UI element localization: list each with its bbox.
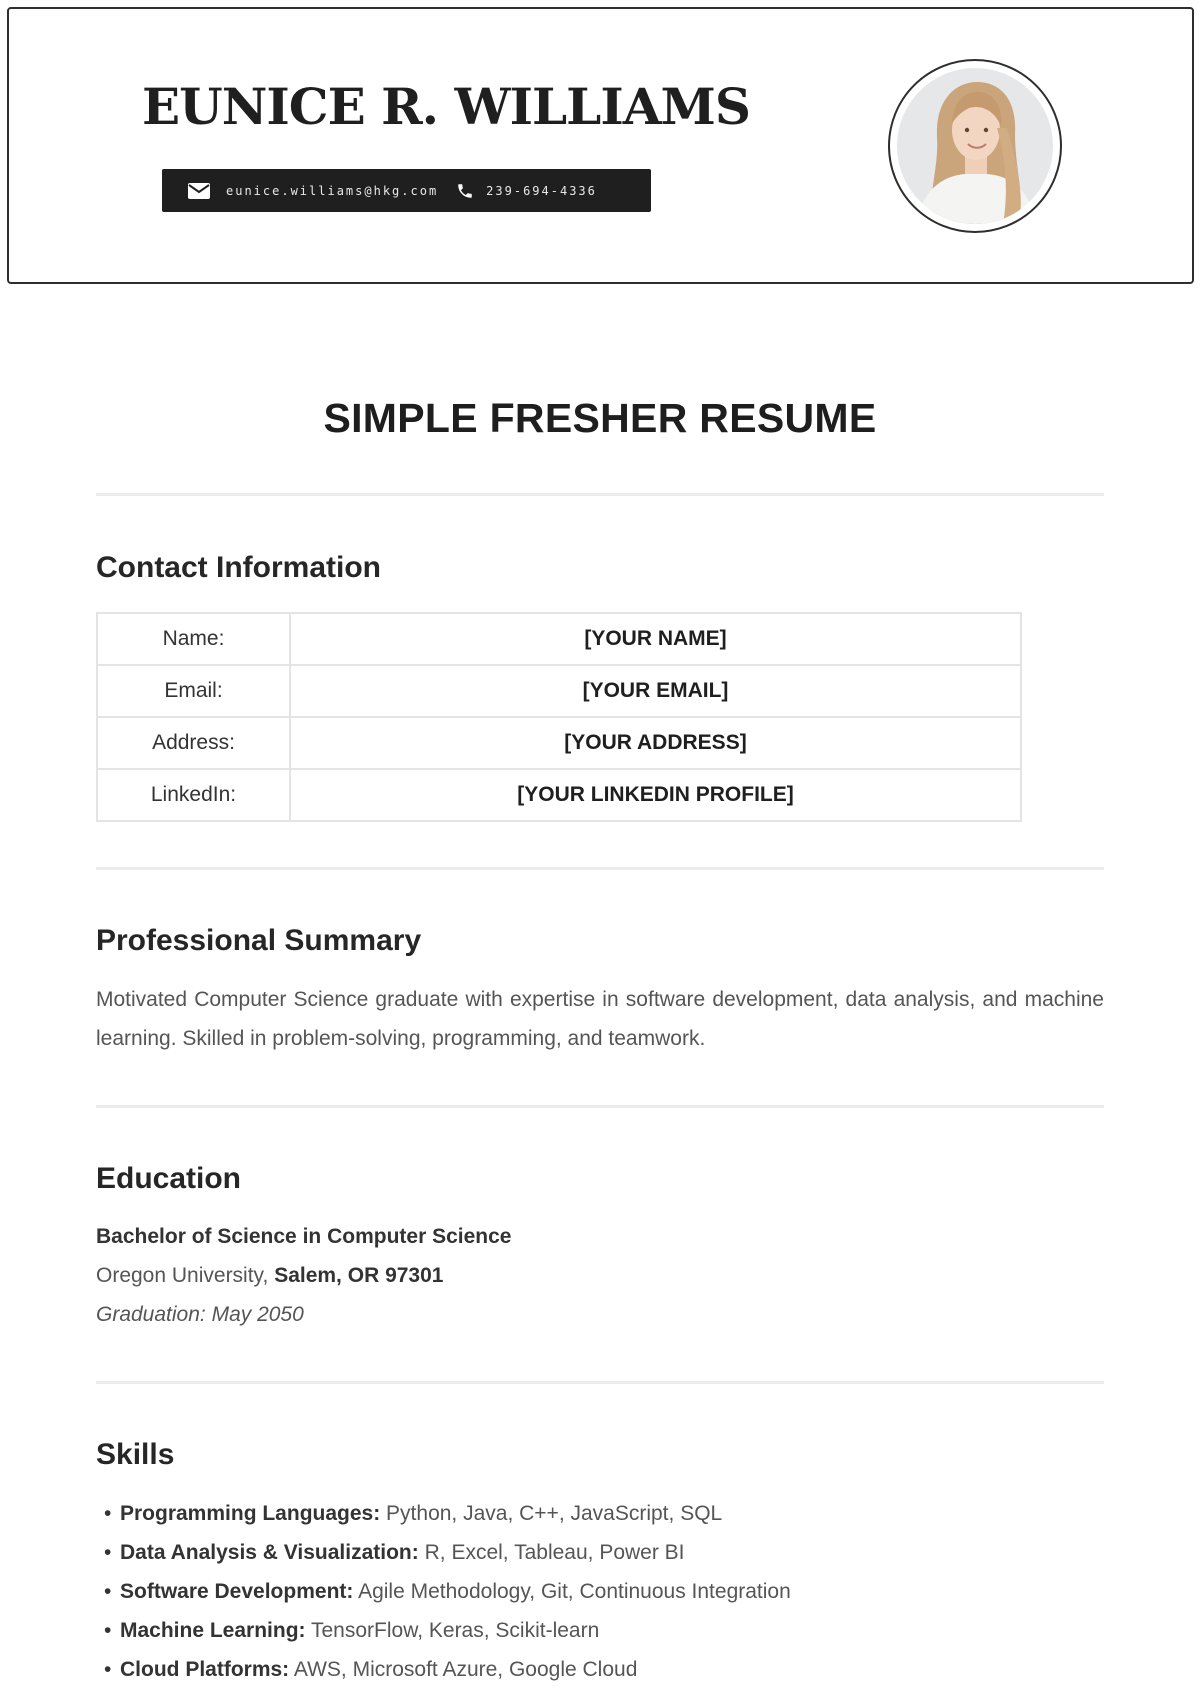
divider [96,867,1104,870]
school-location: Salem, OR 97301 [274,1264,444,1287]
phone-icon [456,182,474,200]
bullet-icon: • [104,1502,112,1525]
envelope-icon [188,183,210,199]
summary-heading: Professional Summary [96,924,422,957]
contact-label: Name: [97,613,290,665]
contact-value: [YOUR EMAIL] [290,665,1021,717]
contact-label: Email: [97,665,290,717]
table-row [97,665,1021,717]
bullet-icon: • [104,1580,112,1603]
education-graduation [96,1303,304,1327]
list-item [96,1494,791,1533]
profile-photo-frame [888,59,1062,233]
resume-header [7,7,1194,284]
skill-detail: TensorFlow, Keras, Scikit-learn [311,1619,600,1642]
skills-list [96,1494,791,1689]
contact-bar [162,169,651,212]
skill-category: Machine Learning: [120,1619,306,1642]
contact-heading: Contact Information [96,551,381,584]
list-item [96,1572,791,1611]
divider [96,1381,1104,1384]
contact-label: Address: [97,717,290,769]
skill-detail: R, Excel, Tableau, Power BI [424,1541,685,1564]
education-school-line [96,1264,443,1288]
table-row [97,717,1021,769]
degree-text: Bachelor of Science in Computer Science [96,1225,512,1248]
education-heading: Education [96,1162,242,1195]
contact-value: [YOUR ADDRESS] [290,717,1021,769]
summary-text: Motivated Computer Science graduate with expertise in software development, data analysis, and machine learning. Skilled in problem-solving, programming, and teamwork. [96,988,1104,1050]
skill-category: Software Development: [120,1580,354,1603]
graduation-text: Graduation: May 2050 [96,1303,304,1326]
bullet-icon: • [104,1658,112,1681]
header-email[interactable]: eunice.williams@hkg.com [226,183,439,198]
list-item [96,1611,791,1650]
bullet-icon: • [104,1541,112,1564]
contact-value: [YOUR LINKEDIN PROFILE] [290,769,1021,821]
table-row [97,613,1021,665]
skill-category: Cloud Platforms: [120,1658,290,1681]
list-item [96,1650,791,1689]
education-degree [96,1225,511,1249]
skill-category: Data Analysis & Visualization: [120,1541,419,1564]
document-title: SIMPLE FRESHER RESUME [323,395,877,441]
contact-value: [YOUR NAME] [290,613,1021,665]
header-name: EUNICE R. WILLIAMS [142,77,750,136]
divider [96,1105,1104,1108]
skill-detail: AWS, Microsoft Azure, Google Cloud [293,1658,638,1681]
contact-table [96,612,1022,822]
header-phone[interactable]: 239-694-4336 [486,183,597,198]
table-row [97,769,1021,821]
bullet-icon: • [104,1619,112,1642]
contact-label: LinkedIn: [97,769,290,821]
skills-heading: Skills [96,1438,175,1471]
divider [96,493,1104,496]
list-item [96,1533,791,1572]
skill-detail: Agile Methodology, Git, Continuous Integration [358,1580,791,1603]
school-name: Oregon University, [96,1264,269,1287]
skill-detail: Python, Java, C++, JavaScript, SQL [386,1502,723,1525]
skill-category: Programming Languages: [120,1502,381,1525]
profile-photo [897,68,1053,224]
